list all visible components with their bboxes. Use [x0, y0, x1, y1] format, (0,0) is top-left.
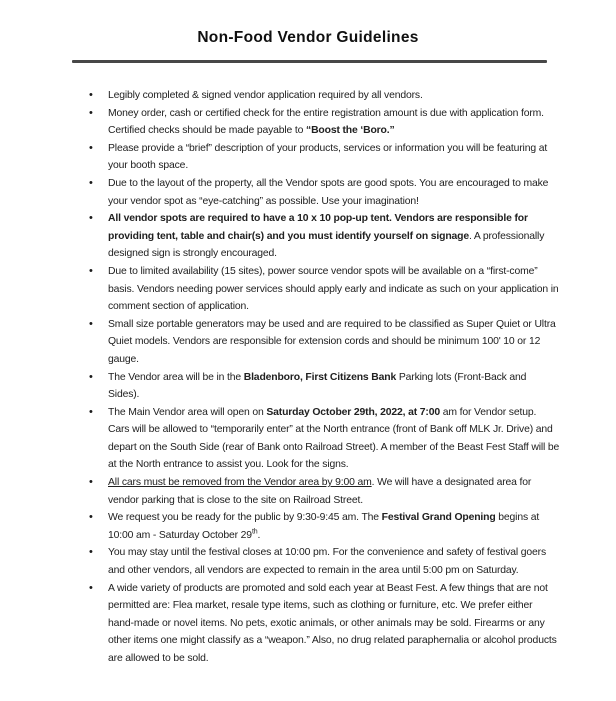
guideline-item: [88, 87, 560, 105]
text-segment: We request you be ready for the public by 9:30-9:45 am. The: [108, 512, 382, 524]
text-segment: Parking lots (Front-Back and Sides).: [108, 371, 527, 401]
text-segment: am for Vendor setup. Cars will be allowed to “temporarily enter” at the North entrance (front of Bank off MLK Jr. Drive) and depart on the South Side (rear of Bank onto Railroad Street). A member of the Beast Fest Staff will be at the North entrance to assist you. Look for the signs.: [108, 406, 560, 471]
text-segment: The Vendor area will be in the: [108, 371, 244, 383]
text-segment: Small size portable generators may be used and are required to be classified as Super Quiet or Ultra Quiet models. Vendors are responsible for extension cords and should be minimum 100' 10 or 12 gauge.: [108, 318, 556, 365]
guideline-item: [88, 316, 560, 369]
text-segment: .: [257, 529, 261, 541]
text-segment: Festival Grand Opening: [381, 512, 496, 524]
guideline-item: [88, 175, 560, 210]
title-divider: [72, 60, 547, 63]
guideline-item: [88, 404, 560, 474]
guideline-item: [88, 263, 560, 316]
text-segment: A wide variety of products are promoted and sold each year at Beast Fest. A few things that are not permitted are: Flea market, resale type items, such as clothing or furniture, etc. We prefer either hand-made or novel items. No pets, exotic animals, or other animals may be sold. Firearms or any other items one might classify as a “weapon.” Also, no drug related paraphernalia or alcohol products are allowed to be sold.: [108, 582, 557, 664]
guideline-item: [88, 580, 560, 668]
guideline-item: [88, 105, 560, 140]
guidelines-list: [88, 87, 560, 668]
guideline-item: [88, 210, 560, 263]
text-segment: begins at 10:00 am - Saturday October 29: [108, 512, 540, 541]
text-segment: Saturday October 29th, 2022, at 7:00: [266, 406, 441, 418]
text-segment: “Boost the ‘Boro.”: [306, 125, 395, 137]
text-segment: All vendor spots are required to have a 10 x 10 pop-up tent. Vendors are responsible for providing tent, table and chair(s) and you must identify yourself on signage: [108, 213, 528, 242]
text-segment: You may stay until the festival closes at 10:00 pm. For the convenience and safety of festival goers and other vendors, all vendors are expected to remain in the area until 5:00 pm on Saturday.: [108, 547, 547, 577]
text-segment: Legibly completed & signed vendor application required by all vendors.: [108, 90, 423, 101]
guideline-item: [88, 509, 560, 544]
guideline-item: [88, 474, 560, 509]
text-segment: . We will have a designated area for vendor parking that is close to the site on Railroad Street.: [108, 477, 532, 506]
document-title: Non-Food Vendor Guidelines: [197, 29, 419, 46]
text-segment: Money order, cash or certified check for the entire registration amount is due with application form. Certified checks should be made payable to: [108, 107, 544, 137]
guideline-item: [88, 544, 560, 579]
text-segment: Due to the layout of the property, all the Vendor spots are good spots. You are encouraged to make your vendor spot as “eye-catching” as possible. Use your imagination!: [108, 177, 549, 207]
text-segment: th: [251, 528, 258, 536]
text-segment: Bladenboro, First Citizens Bank: [243, 371, 397, 383]
guideline-item: [88, 369, 560, 404]
text-segment: . A professionally designed sign is strongly encouraged.: [108, 230, 545, 260]
text-segment: The Main Vendor area will open on: [108, 406, 267, 418]
text-segment: All cars must be removed from the Vendor area by 9:00 am: [108, 477, 372, 489]
text-segment: Due to limited availability (15 sites), power source vendor spots will be available on a “first-come” basis. Vendors needing power services should apply early and indicate as such on your application in comment section of application.: [108, 265, 559, 313]
guideline-item: [88, 140, 560, 175]
text-segment: Please provide a “brief” description of your products, services or information you will be featuring at your booth space.: [108, 142, 548, 172]
